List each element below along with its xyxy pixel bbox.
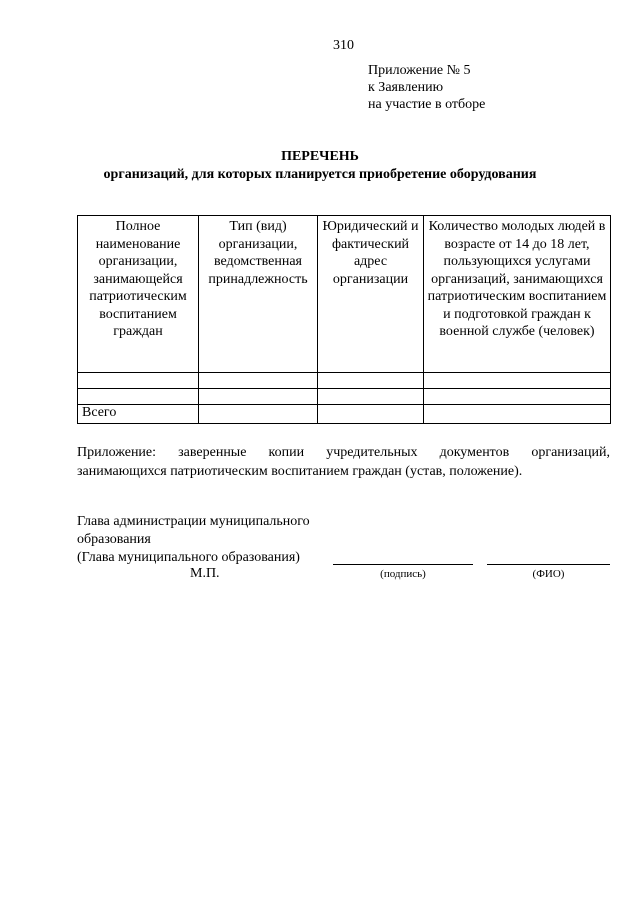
table-row — [78, 373, 611, 389]
signature-caption: (подпись) — [380, 568, 426, 580]
table-cell[interactable] — [78, 389, 199, 405]
table-cell[interactable] — [424, 389, 611, 405]
table-cell[interactable] — [424, 373, 611, 389]
table-total-row — [78, 405, 611, 424]
title-main: ПЕРЕЧЕНЬ — [281, 149, 359, 164]
appendix-line-2: к Заявлению — [368, 80, 444, 95]
table-header-row — [78, 216, 611, 373]
page-number: 310 — [333, 38, 354, 53]
signatory-line-2: образования — [77, 532, 151, 547]
attachment-note — [77, 443, 610, 481]
note-line-2: занимающихся патриотическим воспитанием граждан (устав, положение). — [77, 464, 523, 479]
organizations-table — [77, 215, 611, 424]
header-full-name: Полное наименование организации, занимающейся патриотическим воспитанием граждан — [78, 216, 199, 373]
table-cell[interactable] — [199, 405, 318, 424]
table-row — [78, 389, 611, 405]
full-name-line[interactable] — [487, 564, 610, 565]
table-cell[interactable] — [318, 373, 424, 389]
stamp-placeholder: М.П. — [190, 566, 220, 581]
table-cell[interactable] — [199, 373, 318, 389]
signatory-line-1: Глава администрации муниципального — [77, 514, 310, 529]
signature-line[interactable] — [333, 564, 473, 565]
note-line-1: Приложение: заверенные копии учредительных документов организаций, — [77, 445, 610, 460]
document-title — [0, 148, 640, 184]
appendix-reference — [368, 62, 485, 113]
header-org-type: Тип (вид) организации, ведомственная принадлежность — [199, 216, 318, 373]
signatory-line-3: (Глава муниципального образования) — [77, 550, 300, 565]
header-youth-count: Количество молодых людей в возрасте от 14 до 18 лет, пользующихся услугами организаций, занимающихся патриотическим воспитанием и подготовкой граждан к военной службе (человек) — [424, 216, 611, 373]
full-name-caption: (ФИО) — [532, 568, 565, 580]
header-address: Юридический и фактический адрес организации — [318, 216, 424, 373]
table-cell[interactable] — [199, 389, 318, 405]
total-label: Всего — [78, 405, 199, 424]
table-cell[interactable] — [318, 405, 424, 424]
table-cell[interactable] — [78, 373, 199, 389]
title-subtitle: организаций, для которых планируется приобретение оборудования — [103, 167, 537, 182]
table-cell[interactable] — [424, 405, 611, 424]
appendix-line-3: на участие в отборе — [368, 97, 486, 112]
table-cell[interactable] — [318, 389, 424, 405]
signature-block — [77, 513, 310, 567]
appendix-line-1: Приложение № 5 — [368, 63, 471, 78]
